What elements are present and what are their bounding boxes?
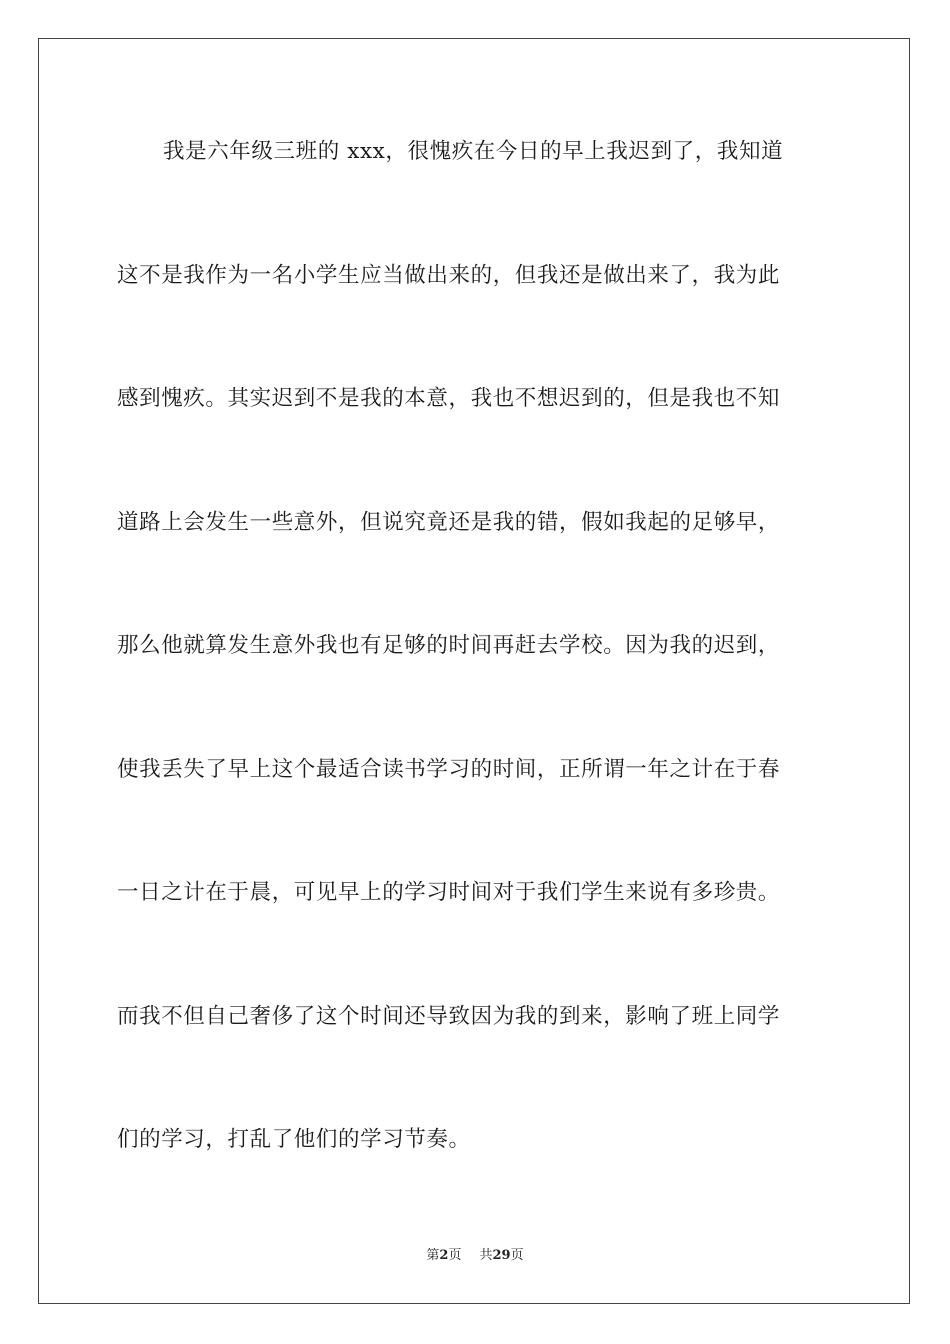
body-text <box>117 125 833 1237</box>
page-number: 2 <box>439 1248 449 1263</box>
total-suffix: 页 <box>510 1248 524 1263</box>
page-suffix: 页 <box>448 1248 462 1263</box>
paragraph-line-4: 道路上会发生一些意外，但说究竟还是我的错，假如我起的足够早， <box>117 509 781 535</box>
paragraph-line-2: 这不是我作为一名小学生应当做出来的，但我还是做出来了，我为此 <box>117 262 781 288</box>
paragraph-line-6: 使我丢失了早上这个最适合读书学习的时间，正所谓一年之计在于春 <box>117 756 781 782</box>
paragraph-line-3: 感到愧疚。其实迟到不是我的本意，我也不想迟到的，但是我也不知 <box>117 386 781 411</box>
paragraph-line-7: 一日之计在于晨，可见早上的学习时间对于我们学生来说有多珍贵。 <box>117 880 781 905</box>
total-pages: 29 <box>492 1248 511 1263</box>
page-prefix: 第 <box>426 1248 440 1263</box>
paragraph-line-1: 我是六年级三班的 xxx，很愧疚在今日的早上我迟到了，我知道 <box>163 139 784 164</box>
total-prefix: 共 <box>479 1248 493 1263</box>
paragraph-line-8: 而我不但自己奢侈了这个时间还导致因为我的到来，影响了班上同学 <box>117 1003 781 1029</box>
paragraph-line-9: 们的学习，打乱了他们的学习节奏。 <box>117 1127 471 1152</box>
page-footer <box>0 1247 950 1265</box>
paragraph-line-5: 那么他就算发生意外我也有足够的时间再赶去学校。因为我的迟到， <box>117 633 781 658</box>
